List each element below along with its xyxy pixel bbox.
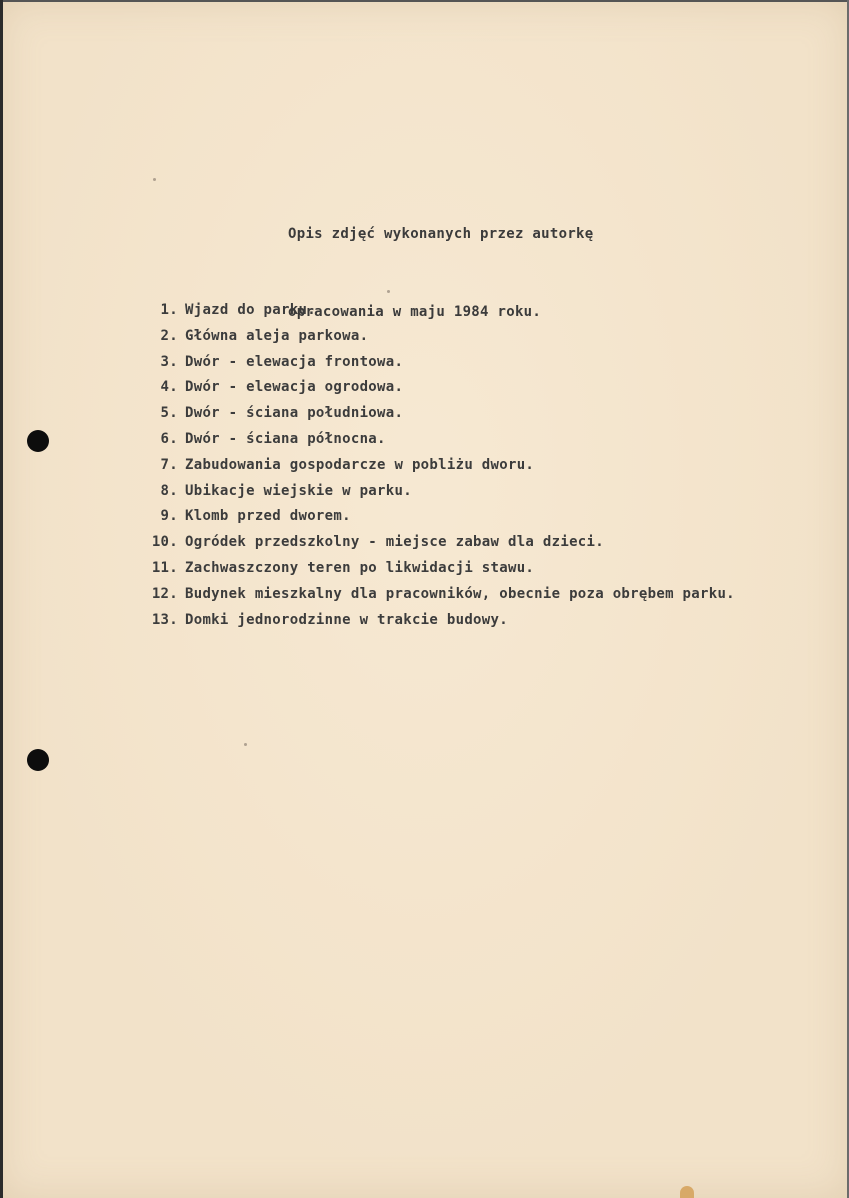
list-item: [138, 324, 785, 350]
item-number: 11.: [151, 559, 178, 576]
list-item: [138, 479, 785, 505]
list-item: [138, 298, 785, 324]
item-number: 6.: [160, 430, 178, 447]
item-number: 8.: [160, 482, 178, 499]
item-text: Klomb przed dworem.: [185, 508, 351, 525]
item-text: Dwór - ściana południowa.: [185, 405, 404, 422]
list-item: [138, 582, 785, 608]
title-line-1: Opis zdjęć wykonanych przez autorkę: [288, 226, 594, 242]
item-number: 9.: [160, 508, 178, 525]
paper-speck: [387, 290, 390, 293]
paper-speck: [244, 743, 247, 746]
item-text: Ogródek przedszkolny - miejsce zabaw dla dzieci.: [185, 534, 604, 551]
punch-hole-top: [27, 430, 49, 452]
list-item: [138, 375, 785, 401]
item-text: Budynek mieszkalny dla pracowników, obecnie poza obrębem parku.: [185, 585, 735, 602]
item-number: 10.: [151, 534, 178, 551]
list-item: [138, 401, 785, 427]
item-text: Domki jednorodzinne w trakcie budowy.: [185, 611, 508, 628]
list-item: [138, 504, 785, 530]
list-item: [138, 427, 785, 453]
title-line-2: opracowania w maju 1984 roku.: [288, 304, 542, 320]
item-number: 4.: [160, 379, 178, 396]
item-number: 13.: [151, 611, 178, 628]
item-number: 12.: [151, 585, 178, 602]
punch-hole-bottom: [27, 749, 49, 771]
page-edge-top: [0, 0, 849, 2]
item-text: Ubikacje wiejskie w parku.: [185, 482, 412, 499]
item-text: Dwór - ściana północna.: [185, 430, 386, 447]
item-text: Główna aleja parkowa.: [185, 327, 369, 344]
paper-speck: [153, 178, 156, 181]
list-item: [138, 530, 785, 556]
paper-stain: [680, 1186, 694, 1198]
photo-description-list: [138, 298, 785, 633]
item-number: 1.: [160, 302, 178, 318]
item-text: Zachwaszczony teren po likwidacji stawu.: [185, 559, 535, 576]
item-number: 5.: [160, 405, 178, 422]
item-text: Dwór - elewacja ogrodowa.: [185, 379, 404, 396]
item-text: Wjazd do parku.: [185, 302, 316, 318]
list-item: [138, 608, 785, 634]
list-item: [138, 453, 785, 479]
item-number: 2.: [160, 327, 178, 344]
item-number: 3.: [160, 353, 178, 370]
item-text: Dwór - elewacja frontowa.: [185, 353, 404, 370]
list-item: [138, 350, 785, 376]
item-number: 7.: [160, 456, 178, 473]
item-text: Zabudowania gospodarcze w pobliżu dworu.: [185, 456, 535, 473]
list-item: [138, 556, 785, 582]
page-edge-left: [0, 0, 3, 1198]
